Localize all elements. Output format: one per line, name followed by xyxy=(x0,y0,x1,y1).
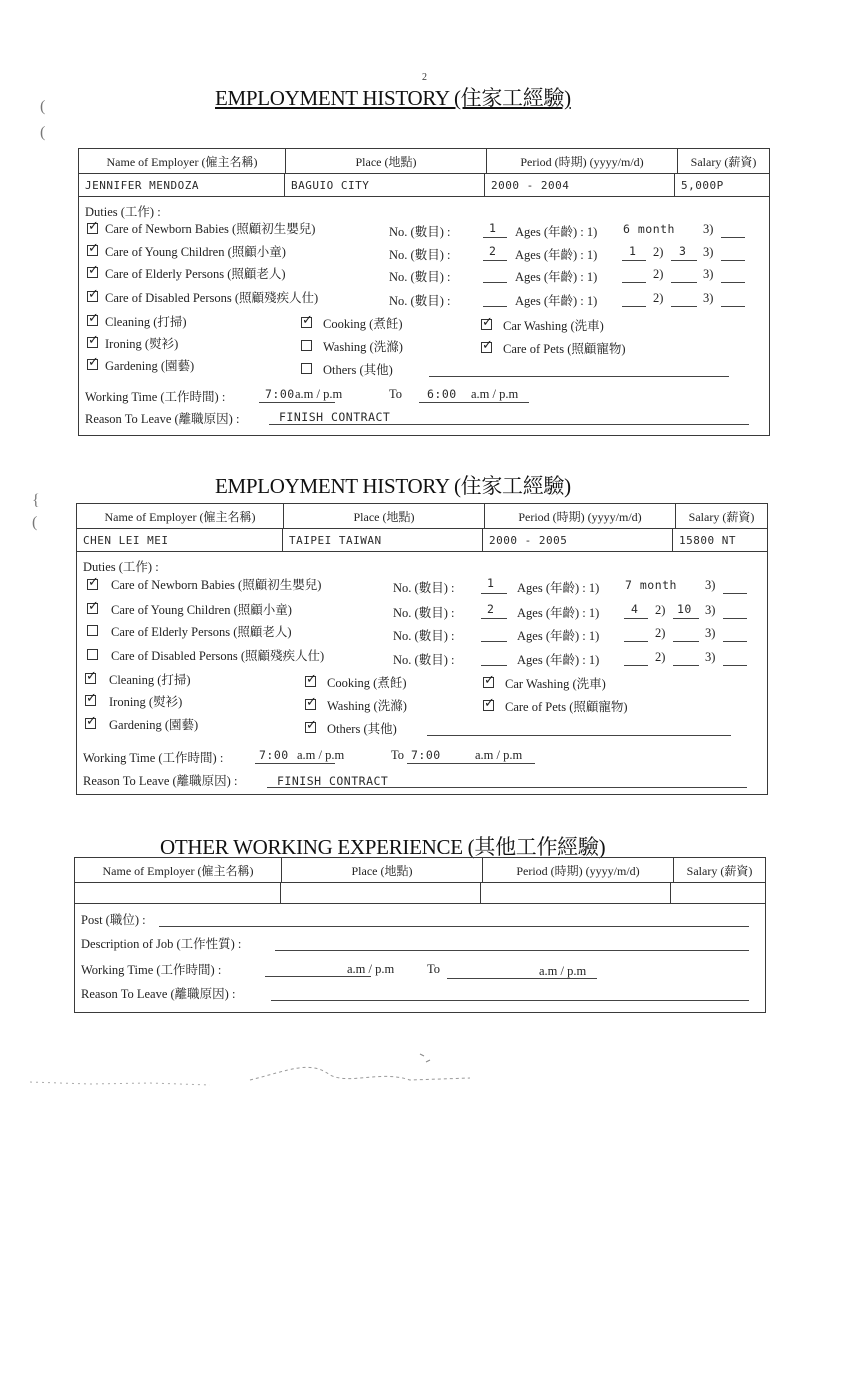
no-label: No. (數目) : xyxy=(389,270,451,284)
age3-label: 3) xyxy=(703,222,714,236)
ironing-checkbox[interactable] xyxy=(87,337,98,348)
ironing-checkbox[interactable] xyxy=(85,695,96,706)
reason-label: Reason To Leave (離職原因) : xyxy=(83,774,238,788)
age2-label: 2) xyxy=(655,603,666,617)
age3-blank xyxy=(723,627,747,642)
time-to-value[interactable]: 6:00 xyxy=(427,387,457,401)
employer-value[interactable]: JENNIFER MENDOZA xyxy=(79,174,285,196)
period-value[interactable]: 2000 - 2004 xyxy=(485,174,675,196)
employment-history-title-1: EMPLOYMENT HISTORY (住家工經驗) xyxy=(215,86,571,110)
header-period: Period (時期) (yyyy/m/d) xyxy=(487,149,678,173)
age3-blank xyxy=(721,223,745,238)
age3-label: 3) xyxy=(703,245,714,259)
car-washing-label: Car Washing (洗車) xyxy=(505,677,606,691)
no-label: No. (數目) : xyxy=(393,581,455,595)
age1-blank xyxy=(622,292,646,307)
age1-blank xyxy=(624,627,648,642)
employment-history-title-2: EMPLOYMENT HISTORY (住家工經驗) xyxy=(215,474,571,498)
age2-label: 2) xyxy=(655,626,666,640)
ampm-label: a.m / p.m xyxy=(471,387,519,401)
time-from-value[interactable]: 7:00 xyxy=(265,387,295,401)
header-employer: Name of Employer (僱主名稱) xyxy=(77,504,284,528)
period-value[interactable]: 2000 - 2005 xyxy=(483,529,673,551)
no-label: No. (數目) : xyxy=(389,294,451,308)
age2-blank xyxy=(673,627,699,642)
elderly-checkbox[interactable] xyxy=(87,267,98,278)
newborn-count[interactable]: 1 xyxy=(487,576,495,590)
age3-blank xyxy=(723,604,747,619)
post-field[interactable] xyxy=(159,912,749,927)
washing-checkbox[interactable] xyxy=(305,699,316,710)
to-label: To xyxy=(389,387,403,401)
no-label: No. (數目) : xyxy=(389,225,451,239)
age3-label: 3) xyxy=(705,578,716,592)
header-employer: Name of Employer (僱主名稱) xyxy=(75,858,282,882)
scan-mark: { xyxy=(32,492,40,509)
duties-area xyxy=(77,552,767,794)
place-value[interactable] xyxy=(281,883,481,903)
no-blank xyxy=(481,651,507,666)
newborn-checkbox[interactable] xyxy=(87,223,98,234)
pets-label: Care of Pets (照顧寵物) xyxy=(505,700,628,714)
washing-checkbox[interactable] xyxy=(301,340,312,351)
age2-blank xyxy=(671,268,697,283)
no-blank xyxy=(481,627,507,642)
ampm-label: a.m / p.m xyxy=(297,748,345,762)
ampm-label: a.m / p.m xyxy=(539,964,587,978)
scan-noise xyxy=(30,1050,550,1090)
description-label: Description of Job (工作性質) : xyxy=(81,937,242,951)
young-children-label: Care of Young Children (照顧小童) xyxy=(111,603,292,617)
age2-blank xyxy=(673,651,699,666)
employer-value[interactable] xyxy=(75,883,281,903)
pets-checkbox[interactable] xyxy=(481,342,492,353)
ages-label: Ages (年齡) : 1) xyxy=(517,629,600,643)
employer-value[interactable]: CHEN LEI MEI xyxy=(77,529,283,551)
age3-blank xyxy=(721,292,745,307)
age2-label: 2) xyxy=(653,291,664,305)
disabled-checkbox[interactable] xyxy=(87,291,98,302)
newborn-label: Care of Newborn Babies (照顧初生嬰兒) xyxy=(111,578,322,592)
place-value[interactable]: BAGUIO CITY xyxy=(285,174,485,196)
header-salary: Salary (薪資) xyxy=(686,863,753,878)
cooking-label: Cooking (煮飪) xyxy=(323,317,403,331)
cleaning-label: Cleaning (打掃) xyxy=(105,315,187,329)
age3-blank xyxy=(723,579,747,594)
time-to-value[interactable]: 7:00 xyxy=(411,748,441,762)
working-time-label: Working Time (工作時間) : xyxy=(81,963,222,977)
young-age-1[interactable]: 1 xyxy=(629,244,637,258)
duties-label: Duties (工作) : xyxy=(85,205,161,219)
ages-label: Ages (年齡) : 1) xyxy=(517,653,600,667)
age2-label: 2) xyxy=(653,245,664,259)
no-label: No. (數目) : xyxy=(393,606,455,620)
cleaning-label: Cleaning (打掃) xyxy=(109,673,191,687)
scan-mark: ( xyxy=(40,98,46,115)
table-header xyxy=(77,504,767,529)
header-place: Place (地點) xyxy=(286,149,487,173)
newborn-count[interactable]: 1 xyxy=(489,221,497,235)
age3-blank xyxy=(721,246,745,261)
others-label: Others (其他) xyxy=(323,363,393,377)
age1-blank xyxy=(622,268,646,283)
others-label: Others (其他) xyxy=(327,722,397,736)
young-count[interactable]: 2 xyxy=(487,602,495,616)
post-label: Post (職位) : xyxy=(81,913,146,927)
newborn-label: Care of Newborn Babies (照顧初生嬰兒) xyxy=(105,222,316,236)
disabled-label: Care of Disabled Persons (照顧殘疾人仕) xyxy=(105,291,319,305)
table-values xyxy=(79,174,769,197)
gardening-checkbox[interactable] xyxy=(85,718,96,729)
gardening-label: Gardening (園藝) xyxy=(105,359,195,373)
header-period: Period (時期) (yyyy/m/d) xyxy=(483,858,674,882)
no-label: No. (數目) : xyxy=(393,629,455,643)
car-washing-checkbox[interactable] xyxy=(483,677,494,688)
ampm-label: a.m / p.m xyxy=(295,387,343,401)
ages-label: Ages (年齡) : 1) xyxy=(515,270,598,284)
salary-value[interactable]: 15800 NT xyxy=(679,533,736,547)
table-values xyxy=(75,883,765,904)
cooking-checkbox[interactable] xyxy=(301,317,312,328)
ages-label: Ages (年齡) : 1) xyxy=(515,294,598,308)
header-place: Place (地點) xyxy=(284,504,485,528)
car-washing-label: Car Washing (洗車) xyxy=(503,319,604,333)
reason-value[interactable]: FINISH CONTRACT xyxy=(279,410,391,424)
newborn-age-1[interactable]: 7 month xyxy=(625,578,677,592)
ironing-label: Ironing (熨衫) xyxy=(109,695,183,709)
age3-blank xyxy=(723,651,747,666)
ages-label: Ages (年齡) : 1) xyxy=(517,606,600,620)
gardening-label: Gardening (園藝) xyxy=(109,718,199,732)
employment-history-table-1 xyxy=(78,148,770,436)
elderly-label: Care of Elderly Persons (照顧老人) xyxy=(111,625,292,639)
scan-mark: ( xyxy=(40,124,46,141)
washing-label: Washing (洗滌) xyxy=(323,340,403,354)
age3-blank xyxy=(721,268,745,283)
ages-label: Ages (年齡) : 1) xyxy=(515,248,598,262)
time-from-value[interactable]: 7:00 xyxy=(259,748,289,762)
to-label: To xyxy=(427,962,441,976)
age2-blank xyxy=(671,292,697,307)
age3-label: 3) xyxy=(705,626,716,640)
header-place: Place (地點) xyxy=(282,858,483,882)
period-value[interactable] xyxy=(481,883,671,903)
other-details xyxy=(75,904,765,1010)
age2-label: 2) xyxy=(655,650,666,664)
place-value[interactable]: TAIPEI TAIWAN xyxy=(283,529,483,551)
scan-mark: ( xyxy=(32,514,38,531)
table-header xyxy=(79,149,769,174)
cleaning-checkbox[interactable] xyxy=(87,315,98,326)
no-blank xyxy=(483,292,507,307)
age3-label: 3) xyxy=(705,650,716,664)
reason-value[interactable]: FINISH CONTRACT xyxy=(277,774,389,788)
others-checkbox[interactable] xyxy=(301,363,312,374)
salary-value[interactable] xyxy=(671,883,765,903)
cooking-label: Cooking (煮飪) xyxy=(327,676,407,690)
description-field[interactable] xyxy=(275,936,749,951)
others-blank xyxy=(427,721,731,736)
washing-label: Washing (洗滌) xyxy=(327,699,407,713)
table-header xyxy=(75,858,765,883)
other-experience-table xyxy=(74,857,766,1013)
header-employer: Name of Employer (僱主名稱) xyxy=(79,149,286,173)
table-values xyxy=(77,529,767,552)
working-time-label: Working Time (工作時間) : xyxy=(85,390,226,404)
others-blank xyxy=(429,362,729,377)
reason-label: Reason To Leave (離職原因) : xyxy=(81,987,236,1001)
disabled-label: Care of Disabled Persons (照顧殘疾人仕) xyxy=(111,649,325,663)
elderly-checkbox[interactable] xyxy=(87,625,98,636)
salary-value[interactable]: 5,000P xyxy=(681,178,724,192)
reason-label: Reason To Leave (離職原因) : xyxy=(85,412,240,426)
young-age-2[interactable]: 10 xyxy=(677,602,692,616)
cleaning-checkbox[interactable] xyxy=(85,673,96,684)
newborn-age-1[interactable]: 6 month xyxy=(623,222,675,236)
gardening-checkbox[interactable] xyxy=(87,359,98,370)
young-age-2[interactable]: 3 xyxy=(679,244,687,258)
other-experience-title: OTHER WORKING EXPERIENCE (其他工作經驗) xyxy=(160,835,606,859)
others-checkbox[interactable] xyxy=(305,722,316,733)
ironing-label: Ironing (熨衫) xyxy=(105,337,179,351)
pets-checkbox[interactable] xyxy=(483,700,494,711)
ages-label: Ages (年齡) : 1) xyxy=(515,225,598,239)
car-washing-checkbox[interactable] xyxy=(481,319,492,330)
young-children-checkbox[interactable] xyxy=(87,245,98,256)
pets-label: Care of Pets (照顧寵物) xyxy=(503,342,626,356)
duties-area xyxy=(79,197,769,435)
elderly-label: Care of Elderly Persons (照顧老人) xyxy=(105,267,286,281)
page-number: 2 xyxy=(422,72,427,83)
young-children-checkbox[interactable] xyxy=(87,603,98,614)
young-count[interactable]: 2 xyxy=(489,244,497,258)
employment-history-table-2 xyxy=(76,503,768,795)
header-salary: Salary (薪資) xyxy=(688,509,755,524)
ampm-label: a.m / p.m xyxy=(347,962,395,976)
reason-field[interactable] xyxy=(271,986,749,1001)
header-salary: Salary (薪資) xyxy=(690,154,757,169)
age3-label: 3) xyxy=(703,267,714,281)
young-age-1[interactable]: 4 xyxy=(631,602,639,616)
newborn-checkbox[interactable] xyxy=(87,579,98,590)
age3-label: 3) xyxy=(703,291,714,305)
header-period: Period (時期) (yyyy/m/d) xyxy=(485,504,676,528)
duties-label: Duties (工作) : xyxy=(83,560,159,574)
working-time-label: Working Time (工作時間) : xyxy=(83,751,224,765)
disabled-checkbox[interactable] xyxy=(87,649,98,660)
ages-label: Ages (年齡) : 1) xyxy=(517,581,600,595)
cooking-checkbox[interactable] xyxy=(305,676,316,687)
no-blank xyxy=(483,268,507,283)
age2-label: 2) xyxy=(653,267,664,281)
ampm-label: a.m / p.m xyxy=(475,748,523,762)
to-label: To xyxy=(391,748,405,762)
no-label: No. (數目) : xyxy=(393,653,455,667)
age1-blank xyxy=(624,651,648,666)
age3-label: 3) xyxy=(705,603,716,617)
young-children-label: Care of Young Children (照顧小童) xyxy=(105,245,286,259)
no-label: No. (數目) : xyxy=(389,248,451,262)
